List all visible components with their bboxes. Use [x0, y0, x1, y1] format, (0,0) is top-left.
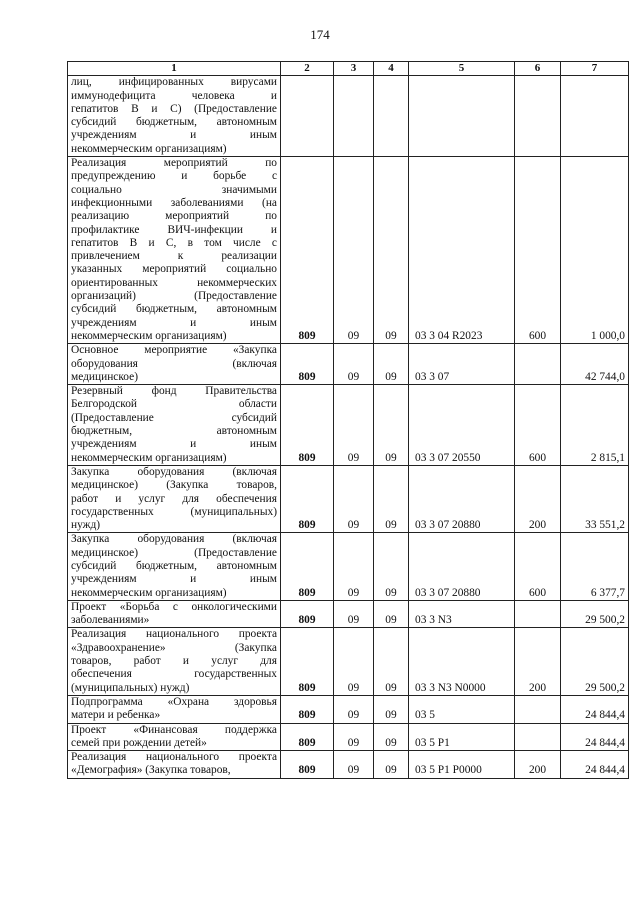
cell-c6: 200 — [515, 751, 561, 779]
cell-c3: 09 — [334, 344, 374, 385]
row-name — [68, 533, 281, 600]
row-name-line: Основное мероприятие «Закупка — [71, 344, 277, 357]
row-name — [68, 751, 281, 779]
cell-c5 — [409, 76, 515, 157]
row-name-line: некоммерческим организациям) — [71, 329, 227, 342]
table-row — [68, 695, 629, 723]
cell-c5: 03 3 07 20550 — [409, 385, 515, 466]
cell-c4: 09 — [374, 533, 409, 600]
cell-c3: 09 — [334, 157, 374, 344]
cell-c3: 09 — [334, 751, 374, 779]
row-name-line: ориентированных некоммерческих — [71, 276, 277, 289]
budget-table — [67, 61, 629, 779]
table-row — [68, 600, 629, 628]
row-name-line: субсидий бюджетным, автономным — [71, 559, 277, 572]
row-name — [68, 600, 281, 628]
row-name-line: семей при рождении детей» — [71, 736, 207, 749]
cell-c3 — [334, 76, 374, 157]
cell-c7 — [561, 76, 629, 157]
row-name-line: учреждениям и иным — [71, 129, 277, 142]
row-name-line: оборудования (включая — [71, 357, 277, 370]
column-header-3: 3 — [334, 62, 374, 76]
row-name-line: Реализация национального проекта — [71, 628, 277, 641]
cell-c5: 03 5 P1 P0000 — [409, 751, 515, 779]
cell-c3: 09 — [334, 533, 374, 600]
row-name-line: Подпрограмма «Охрана здоровья — [71, 695, 277, 708]
row-name-line: учреждениям и иным — [71, 438, 277, 451]
cell-c5: 03 5 — [409, 695, 515, 723]
cell-c7: 29 500,2 — [561, 600, 629, 628]
row-name-line: «Здравоохранение» (Закупка — [71, 641, 277, 654]
cell-c7: 6 377,7 — [561, 533, 629, 600]
cell-c7: 33 551,2 — [561, 465, 629, 532]
cell-c4: 09 — [374, 751, 409, 779]
column-header-5: 5 — [409, 62, 515, 76]
row-name — [68, 628, 281, 695]
cell-c3: 09 — [334, 723, 374, 751]
row-name-line: матери и ребенка» — [71, 709, 161, 722]
row-name-line: медицинское) — [71, 370, 138, 383]
cell-c2: 809 — [281, 465, 334, 532]
cell-c2: 809 — [281, 628, 334, 695]
row-name-line: обеспечения государственных — [71, 668, 277, 681]
column-header-6: 6 — [515, 62, 561, 76]
cell-c4: 09 — [374, 465, 409, 532]
column-header-1: 1 — [68, 62, 281, 76]
row-name-line: инфекционными заболеваниями (на — [71, 196, 277, 209]
page-number: 174 — [310, 27, 330, 42]
cell-c5: 03 3 N3 N0000 — [409, 628, 515, 695]
column-header-7: 7 — [561, 62, 629, 76]
row-name-line: указанных мероприятий социально — [71, 263, 277, 276]
row-name-line: профилактике ВИЧ-инфекции и — [71, 223, 277, 236]
row-name-line: гепатитов В и С) (Предоставление — [71, 102, 277, 115]
row-name-line: организаций) (Предоставление — [71, 290, 277, 303]
cell-c6 — [515, 695, 561, 723]
cell-c7: 1 000,0 — [561, 157, 629, 344]
row-name-line: некоммерческим организациям) — [71, 142, 227, 155]
row-name-line: (Предоставление субсидий — [71, 411, 277, 424]
row-name — [68, 344, 281, 385]
column-header-4: 4 — [374, 62, 409, 76]
cell-c2: 809 — [281, 344, 334, 385]
cell-c2: 809 — [281, 695, 334, 723]
cell-c7: 24 844,4 — [561, 695, 629, 723]
table-row — [68, 628, 629, 695]
row-name-line: иммунодефицита человека и — [71, 89, 277, 102]
cell-c2: 809 — [281, 157, 334, 344]
cell-c3: 09 — [334, 465, 374, 532]
cell-c4: 09 — [374, 695, 409, 723]
cell-c4: 09 — [374, 628, 409, 695]
cell-c5: 03 3 N3 — [409, 600, 515, 628]
cell-c2: 809 — [281, 600, 334, 628]
row-name — [68, 695, 281, 723]
table-row — [68, 723, 629, 751]
row-name-line: товаров, работ и услуг для — [71, 655, 277, 668]
column-header-2: 2 — [281, 62, 334, 76]
cell-c2: 809 — [281, 723, 334, 751]
row-name-line: (муниципальных) нужд) — [71, 681, 190, 694]
row-name-line: реализацию мероприятий по — [71, 210, 277, 223]
row-name-line: нужд) — [71, 519, 101, 532]
cell-c4: 09 — [374, 723, 409, 751]
table-row — [68, 533, 629, 600]
cell-c3: 09 — [334, 628, 374, 695]
row-name-line: Закупка оборудования (включая — [71, 533, 277, 546]
table-row — [68, 751, 629, 779]
cell-c6: 600 — [515, 157, 561, 344]
table-row — [68, 344, 629, 385]
header-row — [68, 62, 629, 76]
cell-c5: 03 3 04 R2023 — [409, 157, 515, 344]
cell-c2 — [281, 76, 334, 157]
row-name-line: субсидий бюджетным, автономным — [71, 303, 277, 316]
row-name-line: «Демография» (Закупка товаров, — [71, 764, 231, 777]
cell-c2: 809 — [281, 751, 334, 779]
table-body — [68, 76, 629, 778]
row-name-line: медицинское) (Предоставление — [71, 546, 277, 559]
cell-c6: 200 — [515, 465, 561, 532]
table-header — [68, 62, 629, 76]
row-name-line: лиц, инфицированных вирусами — [71, 76, 277, 89]
row-name-line: социально значимыми — [71, 183, 277, 196]
cell-c6: 200 — [515, 628, 561, 695]
cell-c3: 09 — [334, 695, 374, 723]
row-name-line: государственных (муниципальных) — [71, 505, 277, 518]
row-name-line: Резервный фонд Правительства — [71, 385, 277, 398]
table-row — [68, 76, 629, 157]
row-name — [68, 723, 281, 751]
cell-c7: 24 844,4 — [561, 751, 629, 779]
cell-c7: 42 744,0 — [561, 344, 629, 385]
row-name-line: заболеваниями» — [71, 614, 150, 627]
row-name-line: работ и услуг для обеспечения — [71, 492, 277, 505]
cell-c7: 2 815,1 — [561, 385, 629, 466]
row-name — [68, 76, 281, 157]
row-name-line: учреждениям и иным — [71, 316, 277, 329]
cell-c3: 09 — [334, 385, 374, 466]
row-name-line: привлечением к реализации — [71, 250, 277, 263]
cell-c7: 29 500,2 — [561, 628, 629, 695]
cell-c4: 09 — [374, 385, 409, 466]
row-name-line: медицинское) (Закупка товаров, — [71, 479, 277, 492]
cell-c6 — [515, 600, 561, 628]
row-name-line: Проект «Финансовая поддержка — [71, 723, 277, 736]
cell-c5: 03 3 07 20880 — [409, 465, 515, 532]
cell-c4 — [374, 76, 409, 157]
row-name-line: некоммерческим организациям) — [71, 451, 227, 464]
cell-c2: 809 — [281, 533, 334, 600]
cell-c5: 03 3 07 — [409, 344, 515, 385]
row-name — [68, 465, 281, 532]
cell-c5: 03 5 P1 — [409, 723, 515, 751]
row-name-line: Реализация мероприятий по — [71, 157, 277, 170]
cell-c3: 09 — [334, 600, 374, 628]
row-name — [68, 157, 281, 344]
row-name-line: Проект «Борьба с онкологическими — [71, 600, 277, 613]
row-name-line: Белгородской области — [71, 398, 277, 411]
cell-c2: 809 — [281, 385, 334, 466]
row-name-line: учреждениям и иным — [71, 573, 277, 586]
cell-c4: 09 — [374, 600, 409, 628]
table-row — [68, 465, 629, 532]
cell-c5: 03 3 07 20880 — [409, 533, 515, 600]
row-name-line: субсидий бюджетным, автономным — [71, 116, 277, 129]
row-name-line: гепатитов В и С, в том числе с — [71, 236, 277, 249]
cell-c6 — [515, 76, 561, 157]
cell-c7: 24 844,4 — [561, 723, 629, 751]
row-name-line: предупреждению и борьбе с — [71, 170, 277, 183]
row-name-line: Закупка оборудования (включая — [71, 465, 277, 478]
row-name-line: некоммерческим организациям) — [71, 586, 227, 599]
cell-c6: 600 — [515, 385, 561, 466]
cell-c6 — [515, 723, 561, 751]
cell-c4: 09 — [374, 344, 409, 385]
row-name-line: бюджетным, автономным — [71, 425, 277, 438]
cell-c4: 09 — [374, 157, 409, 344]
cell-c6: 600 — [515, 533, 561, 600]
cell-c6 — [515, 344, 561, 385]
row-name-line: Реализация национального проекта — [71, 751, 277, 764]
table-row — [68, 385, 629, 466]
row-name — [68, 385, 281, 466]
table-row — [68, 157, 629, 344]
